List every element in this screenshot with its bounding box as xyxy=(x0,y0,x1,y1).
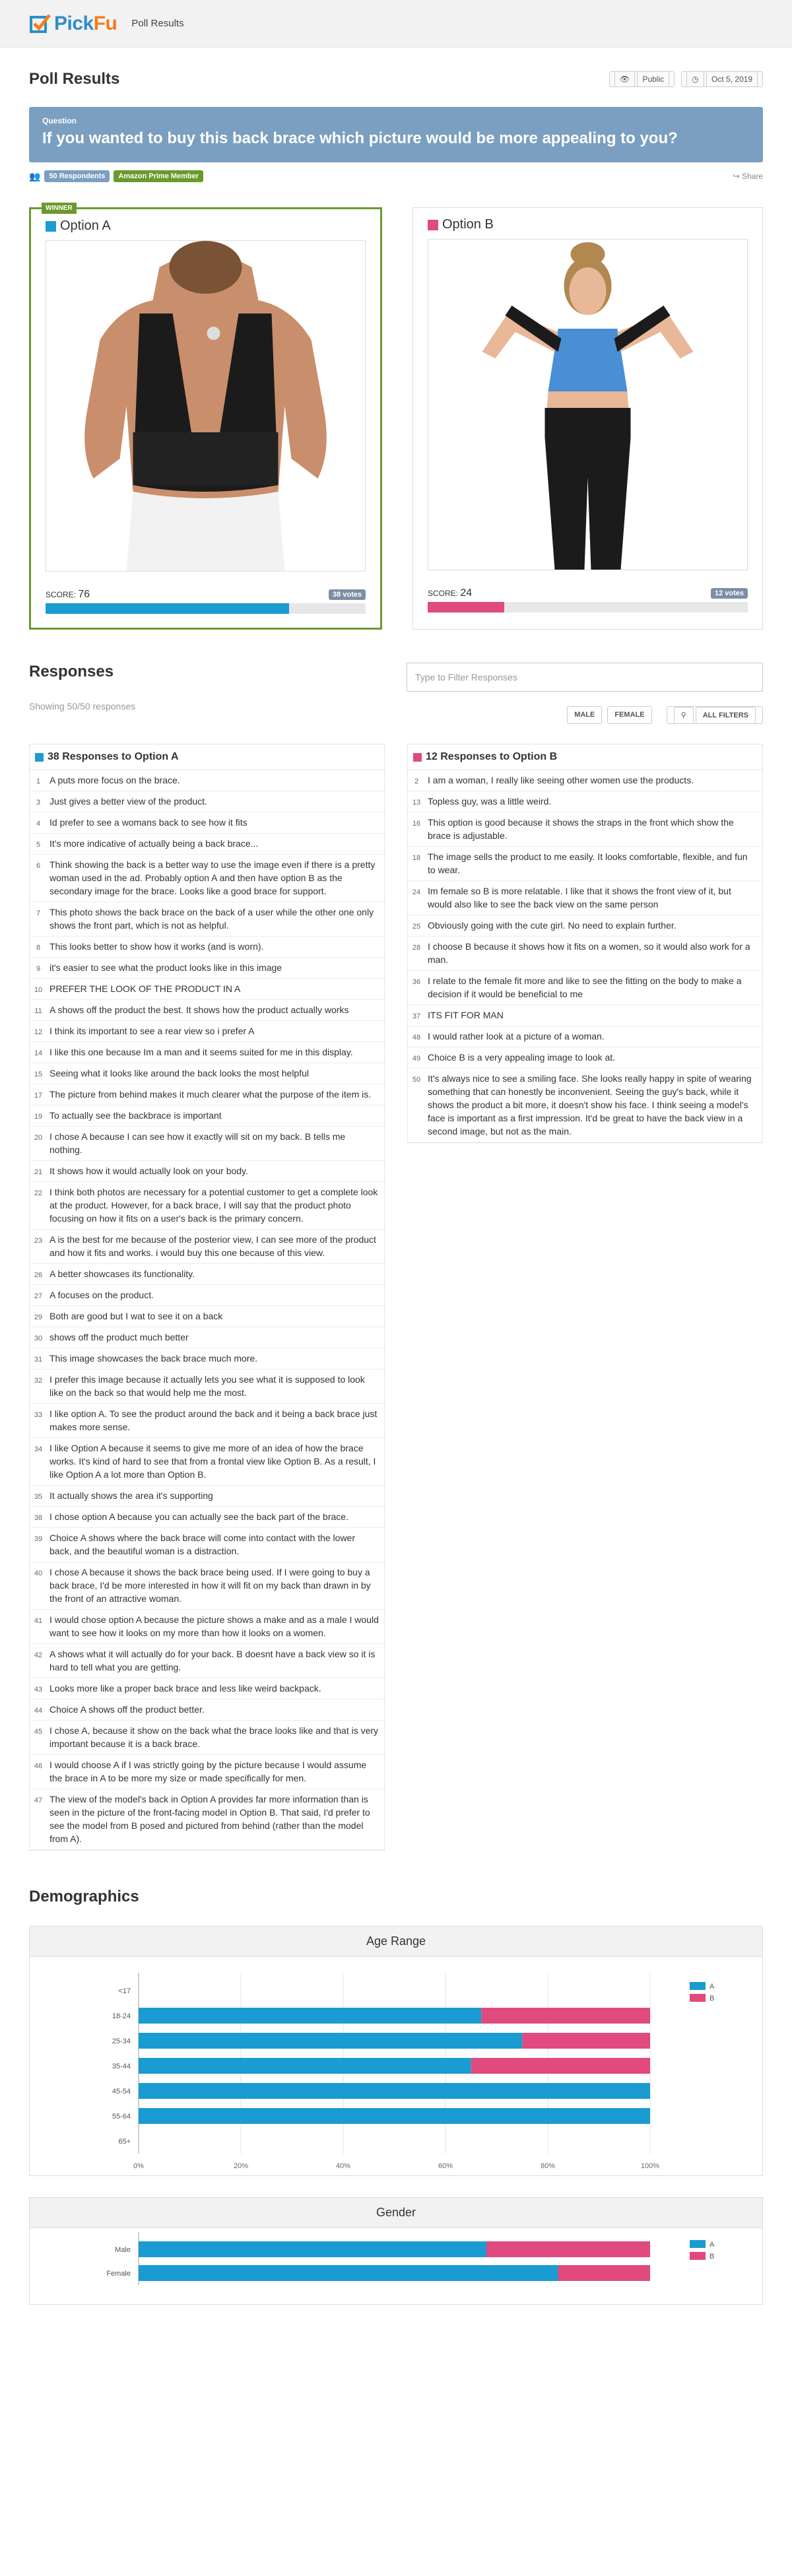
category-label: <17 xyxy=(118,1987,131,1995)
response-text: I would choose A if I was strictly going by the picture because I would assume the brace in A to be more my size or made specifically for men. xyxy=(50,1760,367,1783)
gender-svg xyxy=(30,2228,762,2301)
response-number: 6 xyxy=(36,862,41,870)
category-label: 35-44 xyxy=(112,2063,131,2070)
response-number: 32 xyxy=(34,1377,43,1385)
response-row xyxy=(30,1486,384,1507)
response-text: It actually shows the area it's supporting xyxy=(50,1490,213,1501)
visibility-badge xyxy=(609,71,675,87)
bar-b xyxy=(471,2058,650,2074)
response-text: Im female so B is more relatable. I like that it shows the front view of it, but would also like to see the back view on the same person xyxy=(428,886,731,909)
response-number: 16 xyxy=(412,820,421,828)
response-number: 21 xyxy=(34,1168,43,1176)
response-row xyxy=(30,1106,384,1127)
response-text: A better showcases its functionality. xyxy=(50,1269,195,1279)
legend-swatch xyxy=(690,2252,706,2260)
date-label: Oct 5, 2019 xyxy=(706,71,758,87)
response-row xyxy=(408,770,762,791)
response-number: 13 xyxy=(412,799,421,807)
age-chart-title: Age Range xyxy=(30,1927,762,1957)
option-b-score-fill xyxy=(428,602,504,612)
option-a-score-fill xyxy=(46,603,289,614)
response-number: 36 xyxy=(412,978,421,986)
response-row xyxy=(30,791,384,812)
option-a-votes: 38 votes xyxy=(329,589,366,600)
gender-chart-title: Gender xyxy=(30,2198,762,2228)
response-number: 45 xyxy=(34,1728,43,1736)
response-row xyxy=(30,1370,384,1404)
response-number: 5 xyxy=(36,841,41,849)
response-row xyxy=(30,1678,384,1700)
response-text: I chose option A because you can actually see the back part of the brace. xyxy=(50,1511,348,1522)
bar-b xyxy=(481,2008,650,2024)
age-range-chart xyxy=(29,1926,763,2176)
response-text: I like this one because Im a man and it seems suited for me in this display. xyxy=(50,1047,353,1057)
logo-check-icon xyxy=(29,13,51,35)
response-row xyxy=(408,812,762,847)
response-row xyxy=(408,937,762,971)
response-number: 49 xyxy=(412,1055,421,1063)
response-number: 50 xyxy=(412,1076,421,1084)
response-row xyxy=(408,971,762,1005)
responses-title: Responses xyxy=(29,663,114,680)
response-text: It's always nice to see a smiling face. She looks really happy in spite of wearing something that can honestly be inconvenient. Seeing the guy's back, while it shows the product a bit more, it doesn't show his face. I think seeing a model's face is important as a first impression. It'd be great to have the back view in a second image, but not as the main. xyxy=(428,1073,752,1137)
male-filter-button[interactable]: MALE xyxy=(567,706,602,724)
response-row xyxy=(30,1789,384,1850)
response-number: 34 xyxy=(34,1445,43,1453)
response-row xyxy=(408,791,762,812)
option-b-score: 24 xyxy=(460,587,473,599)
response-text: I would chose option A because the picture shows a make and as a male I would want to see how it looks on my more than how it looks on a women. xyxy=(50,1614,379,1638)
response-number: 11 xyxy=(34,1007,42,1015)
response-row xyxy=(30,1348,384,1370)
response-row xyxy=(30,1063,384,1084)
response-row xyxy=(408,915,762,937)
response-row xyxy=(30,958,384,979)
response-row xyxy=(30,1000,384,1021)
response-row xyxy=(408,881,762,915)
bar-a xyxy=(139,2083,650,2099)
bar-a xyxy=(139,2265,558,2281)
question-box xyxy=(29,107,763,162)
response-row xyxy=(408,1026,762,1047)
all-filters-button[interactable] xyxy=(667,706,763,724)
response-text: Think showing the back is a better way to use the image even if there is a pretty woman used in the ad. Probably option A and then have option B as the secondary image for the brace. Looks like a good brace for support. xyxy=(50,859,376,896)
response-number: 46 xyxy=(34,1762,43,1770)
response-number: 7 xyxy=(36,909,41,917)
response-text: A puts more focus on the brace. xyxy=(50,775,180,785)
response-row xyxy=(30,1042,384,1063)
response-text: The picture from behind makes it much clearer what the purpose of the item is. xyxy=(50,1089,372,1100)
respondents-tag[interactable]: 50 Respondents xyxy=(44,170,110,182)
option-a-score: 76 xyxy=(78,589,90,600)
response-row xyxy=(30,979,384,1000)
all-filters-label: ALL FILTERS xyxy=(696,707,756,724)
response-text: A shows off the product the best. It shows how the product actually works xyxy=(50,1005,349,1015)
filter-icon: ⚲ xyxy=(674,707,694,724)
response-row xyxy=(30,1182,384,1230)
response-number: 24 xyxy=(412,888,421,896)
response-number: 31 xyxy=(34,1356,43,1364)
response-text: I am a woman, I really like seeing other women use the products. xyxy=(428,775,694,785)
prime-tag[interactable]: Amazon Prime Member xyxy=(114,170,203,182)
category-label: 65+ xyxy=(118,2138,131,2146)
option-b-card[interactable] xyxy=(412,207,763,630)
response-number: 10 xyxy=(34,986,43,994)
share-icon: ↪ xyxy=(733,172,740,181)
response-text: This photo shows the back brace on the back of a user while the other one only shows the front part, which is not as helpful. xyxy=(50,907,374,931)
response-number: 9 xyxy=(36,965,41,973)
response-text: Choice A shows where the back brace will come into contact with the lower back, and the beautiful woman is a distraction. xyxy=(50,1533,356,1556)
x-tick-label: 60% xyxy=(438,2162,453,2170)
option-a-card[interactable] xyxy=(29,207,382,630)
response-number: 35 xyxy=(34,1493,43,1501)
users-icon: 👥 xyxy=(29,170,41,182)
response-number: 22 xyxy=(34,1189,43,1197)
response-row xyxy=(30,1528,384,1562)
response-row xyxy=(30,770,384,791)
response-number: 27 xyxy=(34,1292,43,1300)
category-label: 45-54 xyxy=(112,2088,131,2096)
option-b-votes: 12 votes xyxy=(711,588,748,599)
pickfu-logo[interactable] xyxy=(29,13,117,35)
bar-a xyxy=(139,2033,522,2049)
response-text: I think its important to see a rear view so i prefer A xyxy=(50,1026,255,1036)
female-filter-button[interactable]: FEMALE xyxy=(607,706,651,724)
option-a-score-bar xyxy=(46,603,366,614)
response-number: 39 xyxy=(34,1535,43,1543)
response-text: Obviously going with the cute girl. No need to explain further. xyxy=(428,920,676,931)
legend-label: B xyxy=(710,2253,715,2261)
response-row xyxy=(30,937,384,958)
response-text: shows off the product much better xyxy=(50,1332,189,1342)
option-b-score-label: SCORE: xyxy=(428,589,459,598)
legend-label: B xyxy=(710,1995,715,2002)
response-number: 42 xyxy=(34,1651,43,1659)
response-number: 19 xyxy=(34,1113,43,1121)
response-row xyxy=(30,855,384,902)
response-text: I chose A because I can see how it exactly will sit on my back. B tells me nothing. xyxy=(50,1131,346,1155)
x-tick-label: 100% xyxy=(640,2162,660,2170)
response-number: 33 xyxy=(34,1411,43,1419)
response-number: 43 xyxy=(34,1686,43,1694)
response-text: it's easier to see what the product looks like in this image xyxy=(50,962,282,973)
clock-icon: ◷ xyxy=(686,71,704,87)
response-text: I think both photos are necessary for a potential customer to get a complete look at the product. However, for a back brace, I will say that the product photo focusing on how it fits on a user's back is the primary concern. xyxy=(50,1187,378,1224)
option-b-image[interactable] xyxy=(428,239,748,570)
top-bar xyxy=(0,0,792,48)
response-number: 2 xyxy=(414,777,419,785)
response-text: A shows what it will actually do for your back. B doesnt have a back view so it is hard to tell what you are getting. xyxy=(50,1649,376,1672)
response-row xyxy=(30,1021,384,1042)
response-row xyxy=(30,1507,384,1528)
response-text: I would rather look at a picture of a woman. xyxy=(428,1031,605,1041)
response-number: 4 xyxy=(36,820,41,828)
category-label: 25-34 xyxy=(112,2037,131,2045)
x-tick-label: 0% xyxy=(133,2162,144,2170)
response-text: Just gives a better view of the product. xyxy=(50,796,207,807)
response-number: 37 xyxy=(412,1012,421,1020)
response-number: 20 xyxy=(34,1134,43,1142)
bar-b xyxy=(522,2033,650,2049)
response-row xyxy=(30,1127,384,1161)
page-title: Poll Results xyxy=(29,70,120,88)
response-text: It shows how it would actually look on your body. xyxy=(50,1166,248,1176)
option-b-responses xyxy=(407,744,763,1143)
response-row xyxy=(30,1404,384,1438)
response-text: I chose A because it shows the back brace being used. If I were going to buy a back brace, I'd be more interested in how it will fit on my back than drawn in by the front of an attractive woman. xyxy=(50,1567,371,1604)
response-text: I like Option A because it seems to give me more of an idea of how the brace works. It's kind of hard to see that from a frontal view like Option B. As a result, I like Option A a lot more than Option B. xyxy=(50,1443,376,1480)
response-text: ITS FIT FOR MAN xyxy=(428,1010,504,1020)
response-row xyxy=(30,1438,384,1486)
response-text: PREFER THE LOOK OF THE PRODUCT IN A xyxy=(50,983,241,994)
response-number: 30 xyxy=(34,1335,43,1342)
date-badge xyxy=(681,71,763,87)
response-text: Choice B is a very appealing image to look at. xyxy=(428,1052,616,1063)
response-text: A focuses on the product. xyxy=(50,1290,154,1300)
response-text: It's more indicative of actually being a back brace... xyxy=(50,838,259,849)
response-number: 29 xyxy=(34,1313,43,1321)
response-row xyxy=(30,1161,384,1182)
filter-responses-input[interactable]: Type to Filter Responses xyxy=(407,663,763,692)
response-row xyxy=(30,1721,384,1755)
response-number: 18 xyxy=(412,854,421,862)
response-number: 25 xyxy=(412,923,421,931)
option-a-responses-title: 38 Responses to Option A xyxy=(48,751,179,762)
response-row xyxy=(408,1047,762,1069)
response-number: 48 xyxy=(412,1034,421,1041)
option-b-color-swatch xyxy=(428,220,438,230)
bar-a xyxy=(139,2008,481,2024)
logo-text-fu: Fu xyxy=(93,12,117,34)
response-number: 23 xyxy=(34,1237,43,1245)
winner-badge: WINNER xyxy=(42,203,77,214)
legend-label: A xyxy=(710,2241,715,2249)
response-number: 28 xyxy=(412,944,421,952)
response-text: Both are good but I wat to see it on a back xyxy=(50,1311,223,1321)
response-text: This image showcases the back brace much more. xyxy=(50,1353,258,1364)
response-text: The view of the model's back in Option A provides far more information than is seen in the picture of the front-facing model in Option B. That said, I'd prefer to see the model from B posed and pictured from behind (rather than the model from A). xyxy=(50,1794,370,1844)
age-range-svg xyxy=(30,1957,762,2172)
x-tick-label: 20% xyxy=(233,2162,249,2170)
response-number: 15 xyxy=(34,1071,43,1078)
option-a-score-label: SCORE: xyxy=(46,590,77,599)
showing-count: Showing 50/50 responses xyxy=(29,701,136,711)
response-row xyxy=(408,1005,762,1026)
response-text: Topless guy, was a little weird. xyxy=(428,796,552,807)
response-text: A is the best for me because of the posterior view, I can see more of the product and how it fits and works. i would buy this one because of this view. xyxy=(50,1234,376,1258)
category-label: 55-64 xyxy=(112,2113,131,2121)
category-label: Female xyxy=(106,2270,131,2278)
response-text: Looks more like a proper back brace and less like weird backpack. xyxy=(50,1683,321,1694)
response-number: 41 xyxy=(34,1617,43,1625)
eye-icon: 👁 xyxy=(614,71,635,87)
visibility-label: Public xyxy=(637,71,669,87)
response-row xyxy=(30,1755,384,1789)
share-link[interactable] xyxy=(733,172,763,181)
response-row xyxy=(30,1610,384,1644)
response-number: 44 xyxy=(34,1707,43,1715)
response-row xyxy=(30,1084,384,1106)
response-row xyxy=(30,812,384,834)
legend-swatch xyxy=(690,1994,706,2002)
bar-a xyxy=(139,2241,486,2257)
response-number: 8 xyxy=(36,944,41,952)
response-number: 3 xyxy=(36,799,41,807)
response-text: Seeing what it looks like around the back looks the most helpful xyxy=(50,1068,310,1078)
response-number: 26 xyxy=(34,1271,43,1279)
response-row xyxy=(30,902,384,937)
option-a-color-swatch xyxy=(46,221,56,232)
response-row xyxy=(30,1306,384,1327)
response-text: Choice A shows off the product better. xyxy=(50,1704,205,1715)
response-number: 12 xyxy=(34,1028,43,1036)
response-row xyxy=(30,1264,384,1285)
bar-a xyxy=(139,2108,650,2124)
gender-chart xyxy=(29,2197,763,2305)
response-text: I prefer this image because it actually lets you see what it is supposed to look like on the back so that would help me the most. xyxy=(50,1374,365,1398)
response-row xyxy=(30,1327,384,1348)
option-a-title: Option A xyxy=(60,218,111,233)
bar-a xyxy=(139,2058,471,2074)
question-text: If you wanted to buy this back brace which picture would be more appealing to you? xyxy=(42,129,678,147)
response-text: I like option A. To see the product around the back and it being a back brace just makes more sense. xyxy=(50,1408,378,1432)
response-text: This option is good because it shows the straps in the front which show the brace is adjustable. xyxy=(428,817,734,841)
bar-b xyxy=(558,2265,651,2281)
response-row xyxy=(30,1644,384,1678)
response-text: I choose B because it shows how it fits on a women, so it would also work for a man. xyxy=(428,941,750,965)
response-text: Id prefer to see a womans back to see how it fits xyxy=(50,817,248,828)
response-text: To actually see the backbrace is important xyxy=(50,1110,222,1121)
legend-label: A xyxy=(710,1983,715,1991)
response-number: 1 xyxy=(36,777,41,785)
breadcrumb[interactable]: Poll Results xyxy=(131,18,184,29)
response-row xyxy=(30,1562,384,1610)
option-b-title: Option B xyxy=(442,217,494,232)
response-text: The image sells the product to me easily. It looks comfortable, flexible, and fun to wear. xyxy=(428,851,748,875)
demographics-title: Demographics xyxy=(29,1888,139,1905)
x-tick-label: 40% xyxy=(335,2162,351,2170)
response-text: I relate to the female fit more and like to see the fitting on the body to make a decision if it would be beneficial to me xyxy=(428,975,742,999)
option-a-swatch xyxy=(35,753,44,762)
response-text: This looks better to show how it works (and is worn). xyxy=(50,941,264,952)
option-b-swatch xyxy=(413,753,422,762)
share-label: Share xyxy=(741,172,763,181)
response-number: 38 xyxy=(34,1514,43,1522)
response-row xyxy=(30,1230,384,1264)
response-row xyxy=(408,1069,762,1142)
response-number: 40 xyxy=(34,1569,43,1577)
option-b-responses-title: 12 Responses to Option B xyxy=(426,751,558,762)
response-row xyxy=(408,847,762,881)
response-number: 17 xyxy=(34,1092,43,1100)
category-label: Male xyxy=(115,2246,131,2254)
option-a-image[interactable] xyxy=(46,240,366,572)
option-a-responses xyxy=(29,744,385,1851)
response-row xyxy=(30,1700,384,1721)
response-row xyxy=(30,834,384,855)
category-label: 18-24 xyxy=(112,2012,131,2020)
response-number: 47 xyxy=(34,1797,43,1804)
legend-swatch xyxy=(690,1982,706,1990)
option-b-score-bar xyxy=(428,602,748,612)
x-tick-label: 80% xyxy=(540,2162,556,2170)
response-text: I chose A, because it show on the back what the brace looks like and that is very important because it is a back brace. xyxy=(50,1725,379,1749)
response-row xyxy=(30,1285,384,1306)
bar-b xyxy=(486,2241,650,2257)
response-number: 14 xyxy=(34,1049,43,1057)
logo-text-pick: Pick xyxy=(54,12,94,34)
question-label: Question xyxy=(42,116,77,125)
legend-swatch xyxy=(690,2240,706,2248)
